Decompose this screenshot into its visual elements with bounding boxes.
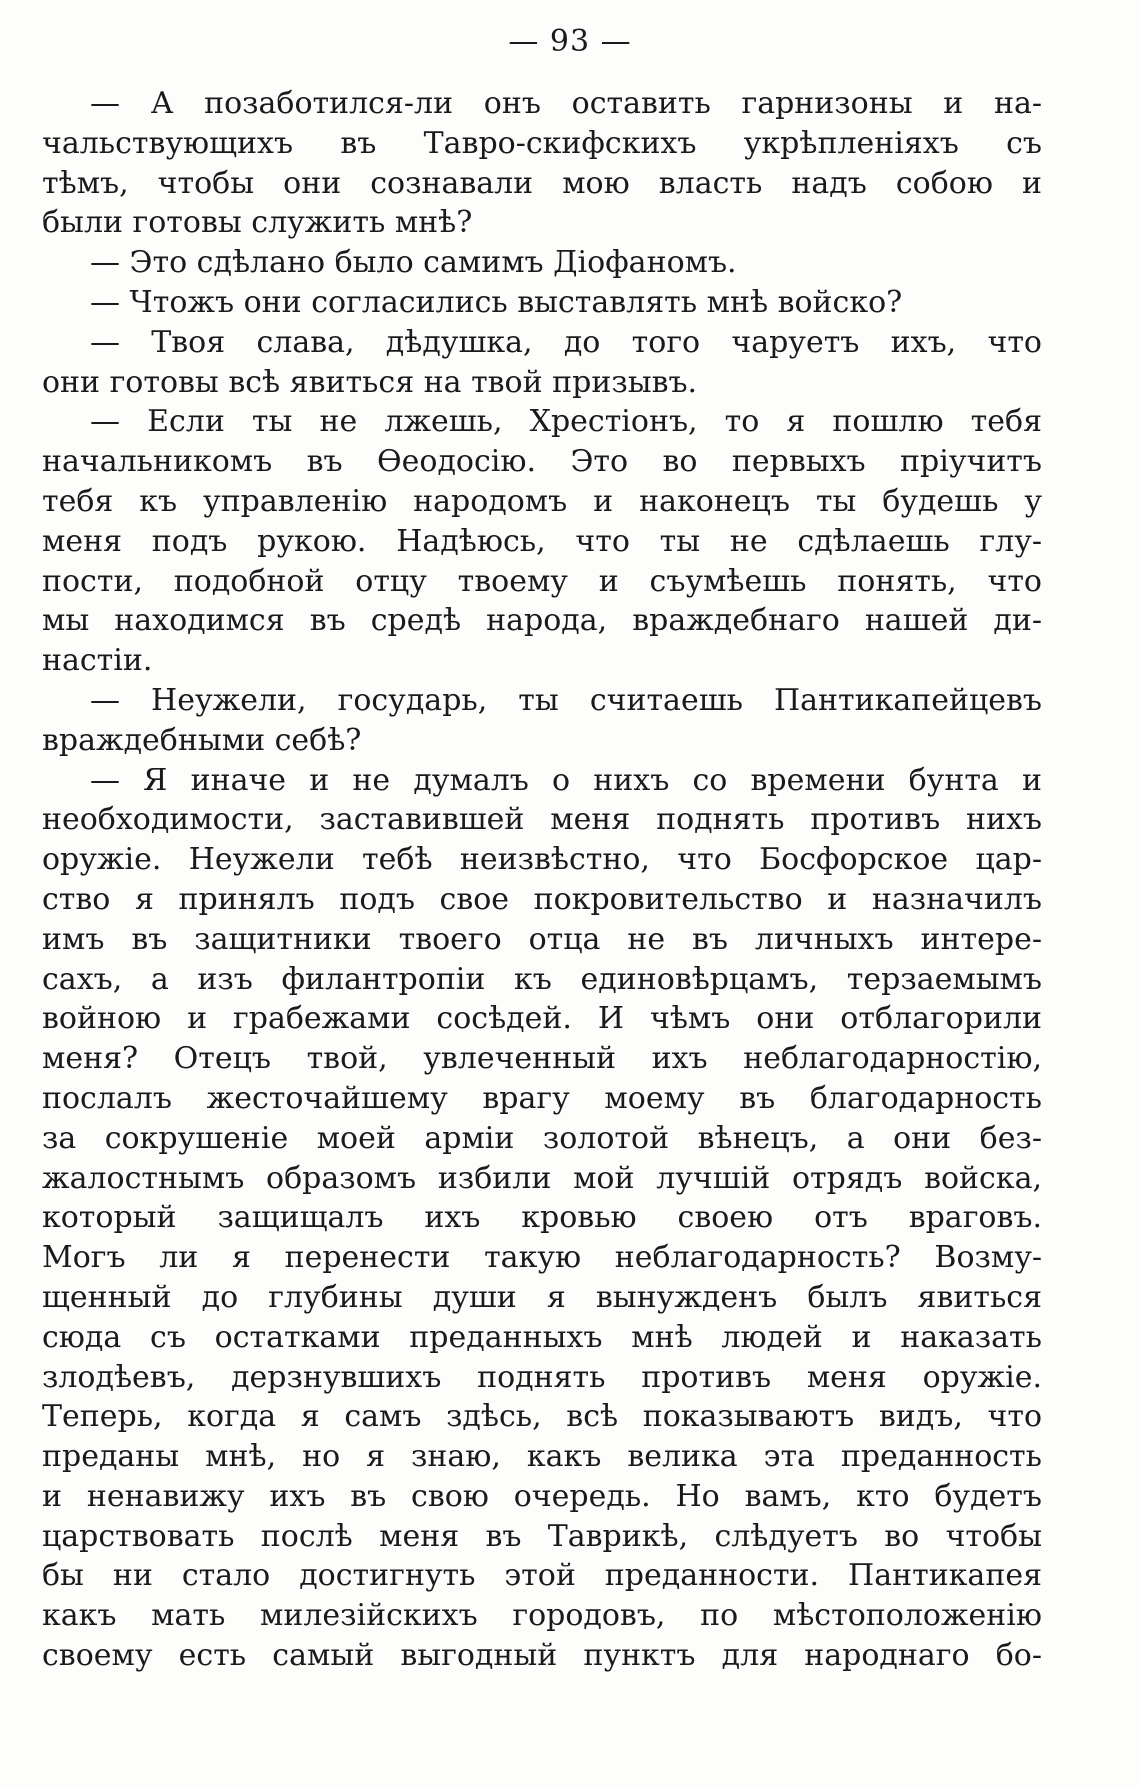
- text-line: — Я иначе и не думалъ о нихъ со времени бунта и: [90, 762, 1042, 798]
- text-line: тебя къ управленію народомъ и наконецъ ты будешь у: [42, 483, 1042, 519]
- text-line: который защищалъ ихъ кровью своею отъ враговъ.: [42, 1200, 1042, 1236]
- text-line: чальствующихъ въ Тавро-скифскихъ укрѣпленіяхъ съ: [42, 125, 1042, 161]
- text-line: оружіе. Неужели тебѣ неизвѣстно, что Босфорское цар-: [42, 842, 1042, 878]
- text-line: они готовы всѣ явиться на твой призывъ.: [42, 364, 698, 400]
- text-line: своему есть самый выгодный пунктъ для народнаго бо-: [42, 1638, 1042, 1674]
- text-line: необходимости, заставившей меня поднять противъ нихъ: [42, 802, 1042, 838]
- text-line: ство я принялъ подъ свое покровительство и назначилъ: [42, 881, 1042, 917]
- text-line: мы находимся въ средѣ народа, враждебнаго нашей ди-: [42, 603, 1042, 639]
- text-line: — Твоя слава, дѣдушка, до того чаруетъ ихъ, что: [90, 324, 1042, 360]
- text-line: имъ въ защитники твоего отца не въ личныхъ интере-: [42, 921, 1042, 957]
- text-line: преданы мнѣ, но я знаю, какъ велика эта преданность: [42, 1439, 1042, 1475]
- text-line: жалостнымъ образомъ избили мой лучшій отрядъ войска,: [42, 1160, 1042, 1196]
- text-line: пости, подобной отцу твоему и съумѣешь понять, что: [42, 563, 1042, 599]
- page-number: — 93 —: [508, 24, 632, 59]
- text-line: враждебными себѣ?: [42, 722, 362, 758]
- text-line: — А позаботился-ли онъ оставить гарнизоны и на-: [90, 86, 1042, 121]
- text-line: тѣмъ, чтобы они сознавали мою власть надъ собою и: [42, 165, 1042, 201]
- text-line: сюда съ остатками преданныхъ мнѣ людей и наказать: [42, 1319, 1042, 1355]
- text-line: бы ни стало достигнуть этой преданности. Пантикапея: [42, 1558, 1042, 1594]
- text-line: — Это сдѣлано было самимъ Діофаномъ.: [90, 245, 737, 281]
- text-line: и ненавижу ихъ въ свою очередь. Но вамъ, кто будетъ: [42, 1478, 1042, 1514]
- text-line: были готовы служить мнѣ?: [42, 205, 473, 241]
- text-line: меня подъ рукою. Надѣюсь, что ты не сдѣлаешь глу-: [42, 523, 1042, 559]
- text-line: — Чтожъ они согласились выставлять мнѣ войско?: [90, 284, 903, 320]
- text-line: меня? Отецъ твой, увлеченный ихъ неблагодарностію,: [42, 1041, 1042, 1077]
- text-line: — Если ты не лжешь, Хрестіонъ, то я пошлю тебя: [90, 404, 1042, 440]
- text-line: настіи.: [42, 643, 153, 679]
- body-text: [42, 84, 1042, 1676]
- text-line: Теперь, когда я самъ здѣсь, всѣ показываютъ видъ, что: [42, 1399, 1042, 1435]
- text-line: послалъ жесточайшему врагу моему въ благодарность: [42, 1080, 1042, 1116]
- text-line: сахъ, а изъ филантропіи къ единовѣрцамъ, терзаемымъ: [42, 961, 1042, 997]
- text-line: какъ мать милезійскихъ городовъ, по мѣстоположенію: [42, 1598, 1042, 1634]
- text-line: Могъ ли я перенести такую неблагодарность? Возму-: [42, 1240, 1042, 1276]
- text-line: за сокрушеніе моей арміи золотой вѣнецъ, а они без-: [42, 1120, 1042, 1156]
- text-line: злодѣевъ, дерзнувшихъ поднять противъ меня оружіе.: [42, 1359, 1042, 1395]
- text-line: начальникомъ въ Ѳеодосію. Это во первыхъ пріучитъ: [42, 444, 1042, 480]
- text-line: щенный до глубины души я вынужденъ былъ явиться: [42, 1279, 1042, 1315]
- text-line: войною и грабежами сосѣдей. И чѣмъ они отблагорили: [42, 1001, 1042, 1037]
- text-line: царствовать послѣ меня въ Таврикѣ, слѣдуетъ во чтобы: [42, 1518, 1042, 1554]
- text-line: — Неужели, государь, ты считаешь Пантикапейцевъ: [90, 682, 1042, 718]
